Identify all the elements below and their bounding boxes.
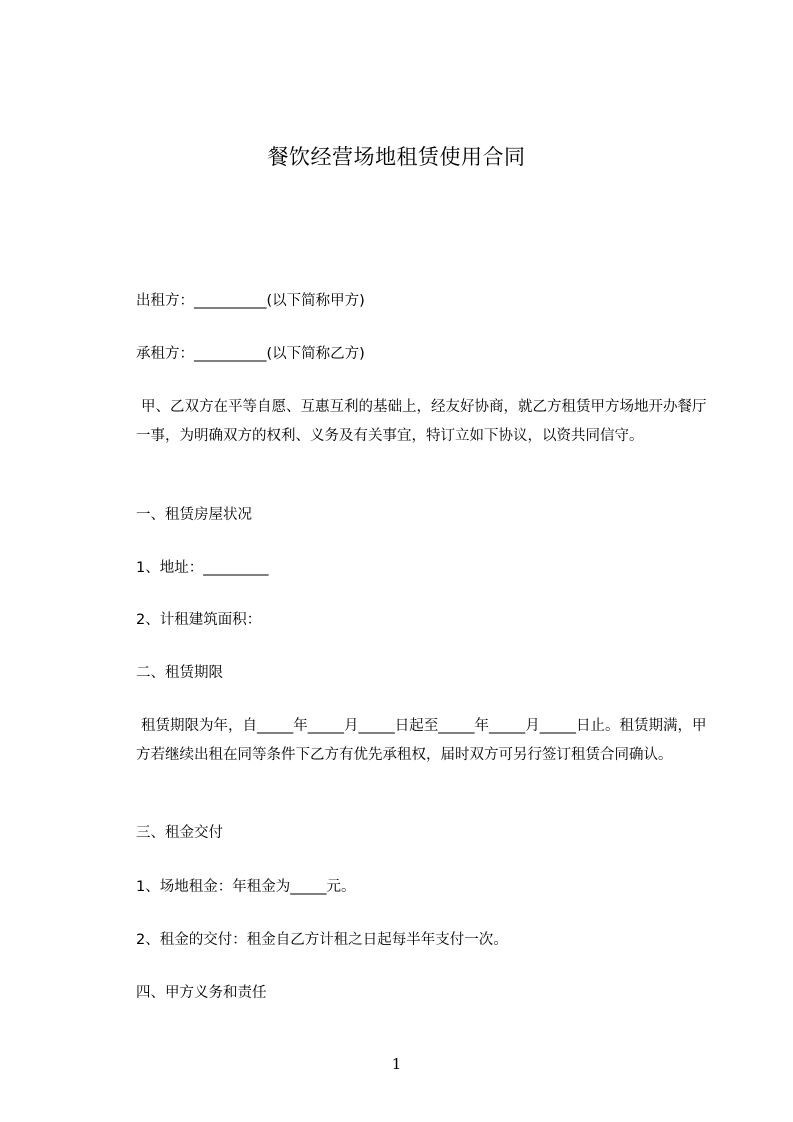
section1-item-address: 1、地址：_________	[136, 560, 269, 576]
section1-item-area: 2、计租建筑面积：	[136, 612, 262, 628]
section3-item-payment: 2、租金的交付：租金自乙方计租之日起每半年支付一次。	[136, 932, 508, 948]
page-number: 1	[391, 1055, 402, 1073]
section2-heading: 二、租赁期限	[136, 665, 223, 681]
section4-heading: 四、甲方义务和责任	[136, 985, 267, 1001]
section2-paragraph: 租赁期限为年，自_____年_____月_____日起至_____年_____月_____日止。租赁期满，甲方若继续出租在同等条件下乙方有优先承租权，届时双方可另行签订租赁合同确认。	[136, 718, 707, 763]
intro-paragraph: 甲、乙双方在平等自愿、互惠互利的基础上，经友好协商，就乙方租赁甲方场地开办餐厅一事，为明确双方的权利、义务及有关事宜，特订立如下协议，以资共同信守。	[136, 399, 707, 444]
lessee-line: 承租方：__________(以下简称乙方)	[136, 346, 365, 362]
section3-heading: 三、租金交付	[136, 825, 223, 841]
document-title: 餐饮经营场地租赁使用合同	[267, 145, 526, 169]
section3-item-rent: 1、场地租金：年租金为_____元。	[136, 879, 356, 895]
section1-heading: 一、租赁房屋状况	[136, 507, 252, 523]
lessor-line: 出租方：__________(以下简称甲方)	[136, 293, 365, 309]
